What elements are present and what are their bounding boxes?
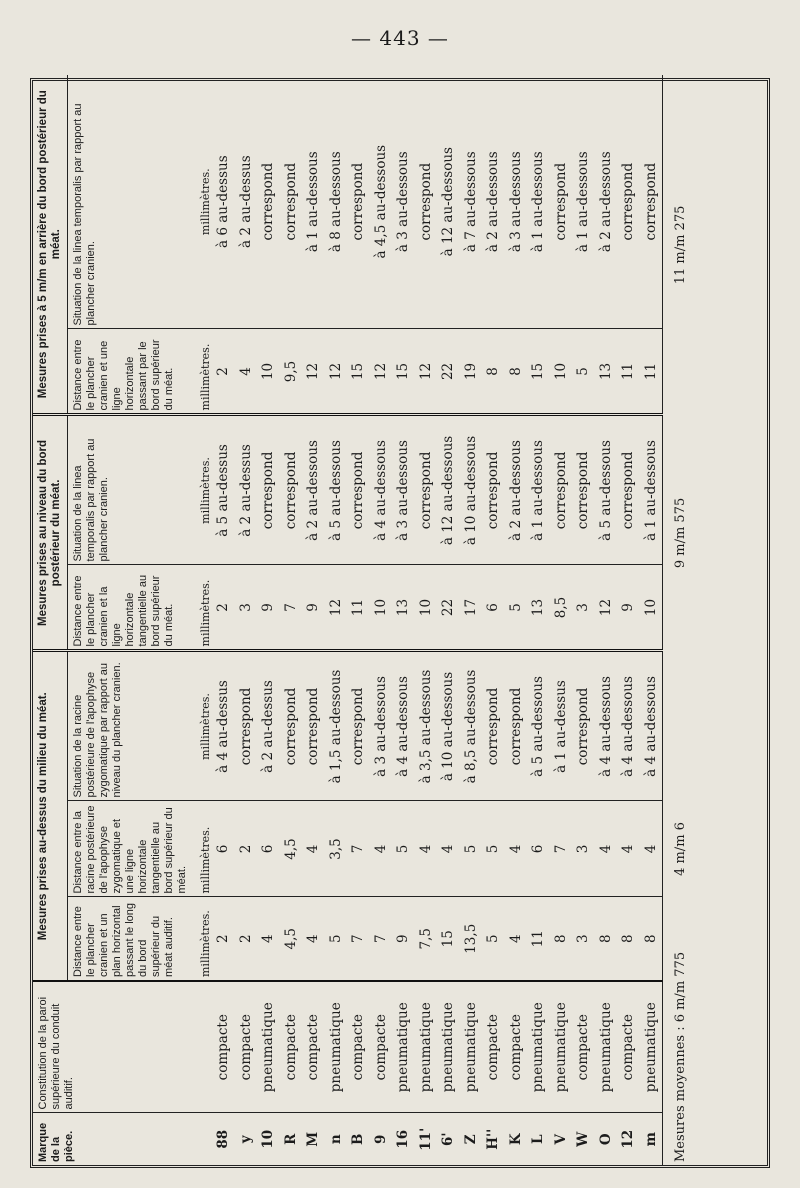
cell-constitution: compacte bbox=[302, 981, 325, 1113]
cell-marque: 9 bbox=[372, 1134, 389, 1144]
cell-milieu-distance-plancher: 8 bbox=[617, 897, 640, 981]
cell-arriere-distance: 8 bbox=[482, 329, 505, 415]
cell-milieu-distance-racine: 4,5 bbox=[280, 801, 303, 897]
cell-arriere-distance: 19 bbox=[460, 329, 483, 415]
table-row bbox=[437, 75, 460, 1165]
unit-label: millimètres. bbox=[193, 75, 212, 329]
cell-arriere-situation: correspond bbox=[257, 75, 280, 329]
cell-niveau-distance: 6 bbox=[482, 565, 505, 651]
cell-milieu-distance-racine: 7 bbox=[550, 801, 573, 897]
cell-milieu-situation: à 1 au-dessus bbox=[550, 651, 573, 801]
cell-niveau-distance: 13 bbox=[392, 565, 415, 651]
cell-arriere-situation: correspond bbox=[415, 75, 438, 329]
cell-arriere-situation: à 1 au-dessous bbox=[527, 75, 550, 329]
cell-niveau-distance: 9 bbox=[302, 565, 325, 651]
cell-constitution: compacte bbox=[212, 981, 235, 1113]
cell-arriere-situation: correspond bbox=[640, 75, 663, 329]
cell-milieu-distance-plancher: 7,5 bbox=[415, 897, 438, 981]
cell-arriere-distance: 12 bbox=[415, 329, 438, 415]
table-row bbox=[257, 75, 280, 1165]
cell-niveau-distance: 10 bbox=[370, 565, 393, 651]
table-row bbox=[235, 75, 258, 1165]
cell-milieu-distance-racine: 4 bbox=[617, 801, 640, 897]
cell-milieu-distance-racine: 7 bbox=[347, 801, 370, 897]
cell-niveau-distance: 7 bbox=[280, 565, 303, 651]
cell-niveau-situation: correspond bbox=[347, 415, 370, 565]
cell-milieu-distance-racine: 5 bbox=[482, 801, 505, 897]
group-arriere: Mesures prises à 5 m/m en arrière du bord postérieur du méat. bbox=[33, 75, 68, 415]
cell-niveau-distance: 17 bbox=[460, 565, 483, 651]
cell-milieu-situation: à 2 au-dessus bbox=[257, 651, 280, 801]
cell-arriere-situation: correspond bbox=[550, 75, 573, 329]
cell-arriere-distance: 12 bbox=[370, 329, 393, 415]
cell-arriere-situation: à 12 au-dessous bbox=[437, 75, 460, 329]
cell-milieu-situation: à 4 au-dessous bbox=[640, 651, 663, 801]
cell-marque: W bbox=[575, 1131, 591, 1147]
cell-marque: V bbox=[552, 1134, 569, 1145]
moyennes-m2: 4 m/m 6 bbox=[663, 801, 689, 897]
cell-constitution: compacte bbox=[347, 981, 370, 1113]
cell-milieu-distance-racine: 5 bbox=[460, 801, 483, 897]
unit-label: millimètres. bbox=[193, 565, 212, 651]
cell-marque: 16 bbox=[395, 1129, 411, 1149]
cell-constitution: pneumatique bbox=[550, 981, 573, 1113]
cell-niveau-distance: 8,5 bbox=[550, 565, 573, 651]
cell-milieu-distance-plancher: 3 bbox=[572, 897, 595, 981]
cell-niveau-distance: 9 bbox=[257, 565, 280, 651]
cell-arriere-distance: 9,5 bbox=[280, 329, 303, 415]
cell-arriere-distance: 15 bbox=[347, 329, 370, 415]
cell-arriere-distance: 10 bbox=[550, 329, 573, 415]
cell-constitution: compacte bbox=[482, 981, 505, 1113]
cell-arriere-distance: 4 bbox=[235, 329, 258, 415]
cell-milieu-distance-racine: 4 bbox=[302, 801, 325, 897]
cell-niveau-situation: à 2 au-dessus bbox=[235, 415, 258, 565]
cell-milieu-situation: à 4 au-dessus bbox=[212, 651, 235, 801]
cell-arriere-distance: 11 bbox=[640, 329, 663, 415]
cell-niveau-situation: correspond bbox=[482, 415, 505, 565]
cell-niveau-distance: 5 bbox=[505, 565, 528, 651]
cell-milieu-distance-plancher: 4 bbox=[257, 897, 280, 981]
cell-constitution: pneumatique bbox=[527, 981, 550, 1113]
table-row bbox=[482, 75, 505, 1165]
cell-niveau-distance: 22 bbox=[437, 565, 460, 651]
cell-constitution: compacte bbox=[572, 981, 595, 1113]
cell-niveau-situation: à 2 au-dessous bbox=[302, 415, 325, 565]
cell-milieu-situation: correspond bbox=[347, 651, 370, 801]
cell-arriere-situation: correspond bbox=[347, 75, 370, 329]
cell-constitution: compacte bbox=[235, 981, 258, 1113]
header-n-sit: Situation de la linea temporalis par rapport au plancher cranien. bbox=[68, 415, 194, 565]
cell-constitution: pneumatique bbox=[437, 981, 460, 1113]
header-marque: Marque de la pièce. bbox=[37, 1122, 75, 1162]
cell-constitution: pneumatique bbox=[640, 981, 663, 1113]
cell-milieu-situation: correspond bbox=[302, 651, 325, 801]
moyennes-label: Mesures moyennes : 6 m/m 775 bbox=[663, 897, 689, 1165]
cell-arriere-situation: à 2 au-dessous bbox=[482, 75, 505, 329]
cell-milieu-distance-plancher: 8 bbox=[595, 897, 618, 981]
table-row bbox=[302, 75, 325, 1165]
group-niveau: Mesures prises au niveau du bord postérieur du méat. bbox=[33, 415, 68, 651]
cell-arriere-situation: à 2 au-dessous bbox=[595, 75, 618, 329]
cell-niveau-situation: correspond bbox=[280, 415, 303, 565]
cell-milieu-distance-racine: 4 bbox=[437, 801, 460, 897]
cell-milieu-distance-racine: 6 bbox=[212, 801, 235, 897]
cell-milieu-distance-racine: 4 bbox=[370, 801, 393, 897]
cell-marque: y bbox=[237, 1135, 254, 1144]
cell-arriere-situation: à 1 au-dessous bbox=[572, 75, 595, 329]
cell-niveau-distance: 10 bbox=[640, 565, 663, 651]
unit-label: millimètres. bbox=[193, 897, 212, 981]
cell-milieu-situation: correspond bbox=[572, 651, 595, 801]
cell-milieu-distance-racine: 2 bbox=[235, 801, 258, 897]
cell-marque: O bbox=[597, 1133, 614, 1146]
cell-milieu-situation: à 8,5 au-dessous bbox=[460, 651, 483, 801]
table-row bbox=[370, 75, 393, 1165]
cell-milieu-distance-plancher: 8 bbox=[550, 897, 573, 981]
cell-niveau-situation: à 5 au-dessus bbox=[212, 415, 235, 565]
cell-marque: R bbox=[282, 1133, 299, 1145]
cell-constitution: pneumatique bbox=[325, 981, 348, 1113]
header-a-dist: Distance entre le plancher cranien et une ligne horizontale passant par le bord supérieur du méat. bbox=[68, 329, 194, 415]
table-row bbox=[280, 75, 303, 1165]
cell-niveau-situation: correspond bbox=[257, 415, 280, 565]
table-row bbox=[325, 75, 348, 1165]
cell-arriere-distance: 15 bbox=[527, 329, 550, 415]
cell-niveau-situation: à 3 au-dessous bbox=[392, 415, 415, 565]
cell-milieu-distance-plancher: 4,5 bbox=[280, 897, 303, 981]
cell-marque: 10 bbox=[260, 1129, 276, 1149]
cell-constitution: pneumatique bbox=[595, 981, 618, 1113]
cell-milieu-situation: correspond bbox=[235, 651, 258, 801]
cell-niveau-situation: à 4 au-dessous bbox=[370, 415, 393, 565]
table-row bbox=[617, 75, 640, 1165]
moyennes-a1: 11 m/m 275 bbox=[663, 75, 689, 415]
cell-milieu-distance-plancher: 4 bbox=[505, 897, 528, 981]
cell-arriere-situation: à 3 au-dessous bbox=[505, 75, 528, 329]
cell-constitution: compacte bbox=[280, 981, 303, 1113]
cell-milieu-distance-racine: 5 bbox=[392, 801, 415, 897]
header-m-dist1: Distance entre le plancher cranien et un plan horizontal passant le long du bord supérieur du méat auditif. bbox=[68, 897, 194, 981]
header-n-dist: Distance entre le plancher cranien et la ligne horizontale tangentielle au bord supérieur du méat. bbox=[68, 565, 194, 651]
cell-constitution: compacte bbox=[617, 981, 640, 1113]
cell-niveau-distance: 3 bbox=[235, 565, 258, 651]
cell-constitution: pneumatique bbox=[257, 981, 280, 1113]
header-m-dist2: Distance entre la racine postérieure de l'apophyse zygomatique et une ligne horizontale tangentielle au bord supérieur du méat. bbox=[68, 801, 194, 897]
cell-arriere-distance: 2 bbox=[212, 329, 235, 415]
cell-arriere-situation: à 2 au-dessus bbox=[235, 75, 258, 329]
cell-milieu-situation: à 3,5 au-dessous bbox=[415, 651, 438, 801]
group-milieu: Mesures prises au-dessus du milieu du méat. bbox=[33, 651, 68, 981]
cell-milieu-distance-plancher: 7 bbox=[370, 897, 393, 981]
cell-milieu-distance-racine: 6 bbox=[527, 801, 550, 897]
cell-arriere-situation: à 7 au-dessous bbox=[460, 75, 483, 329]
table-row bbox=[392, 75, 415, 1165]
cell-arriere-distance: 15 bbox=[392, 329, 415, 415]
unit-label: millimètres. bbox=[193, 801, 212, 897]
unit-label: millimètres. bbox=[193, 415, 212, 565]
cell-niveau-situation: à 10 au-dessous bbox=[460, 415, 483, 565]
cell-milieu-distance-plancher: 9 bbox=[392, 897, 415, 981]
cell-arriere-situation: à 1 au-dessous bbox=[302, 75, 325, 329]
cell-arriere-situation: correspond bbox=[280, 75, 303, 329]
cell-marque: L bbox=[530, 1134, 546, 1144]
cell-niveau-situation: à 1 au-dessous bbox=[527, 415, 550, 565]
table-row bbox=[572, 75, 595, 1165]
unit-label: millimètres. bbox=[193, 329, 212, 415]
cell-arriere-situation: à 8 au-dessous bbox=[325, 75, 348, 329]
cell-arriere-distance: 13 bbox=[595, 329, 618, 415]
cell-marque: H'' bbox=[485, 1128, 501, 1150]
cell-marque: n bbox=[327, 1134, 344, 1145]
cell-milieu-situation: correspond bbox=[280, 651, 303, 801]
cell-arriere-distance: 22 bbox=[437, 329, 460, 415]
cell-milieu-distance-plancher: 2 bbox=[235, 897, 258, 981]
cell-milieu-distance-plancher: 15 bbox=[437, 897, 460, 981]
cell-niveau-situation: à 1 au-dessous bbox=[640, 415, 663, 565]
cell-constitution: pneumatique bbox=[460, 981, 483, 1113]
cell-niveau-distance: 10 bbox=[415, 565, 438, 651]
cell-arriere-distance: 10 bbox=[257, 329, 280, 415]
cell-marque: K bbox=[507, 1133, 524, 1146]
cell-niveau-distance: 3 bbox=[572, 565, 595, 651]
cell-milieu-distance-plancher: 11 bbox=[527, 897, 550, 981]
table-row bbox=[460, 75, 483, 1165]
cell-marque: 6' bbox=[440, 1132, 456, 1147]
cell-niveau-distance: 12 bbox=[325, 565, 348, 651]
cell-arriere-distance: 12 bbox=[325, 329, 348, 415]
cell-milieu-distance-plancher: 2 bbox=[212, 897, 235, 981]
cell-arriere-distance: 8 bbox=[505, 329, 528, 415]
cell-milieu-situation: à 10 au-dessous bbox=[437, 651, 460, 801]
cell-marque: Z bbox=[462, 1134, 479, 1145]
cell-niveau-distance: 2 bbox=[212, 565, 235, 651]
unit-label: millimètres. bbox=[193, 651, 212, 801]
header-a-sit: Situation de la linea temporalis par rapport au plancher cranien. bbox=[68, 75, 194, 329]
cell-milieu-situation: correspond bbox=[482, 651, 505, 801]
cell-marque: m bbox=[642, 1132, 659, 1147]
cell-niveau-situation: correspond bbox=[550, 415, 573, 565]
cell-milieu-distance-racine: 6 bbox=[257, 801, 280, 897]
cell-marque: M bbox=[305, 1131, 321, 1147]
cell-constitution: pneumatique bbox=[415, 981, 438, 1113]
cell-milieu-distance-plancher: 13,5 bbox=[460, 897, 483, 981]
cell-niveau-situation: à 2 au-dessous bbox=[505, 415, 528, 565]
table-row bbox=[505, 75, 528, 1165]
cell-constitution: compacte bbox=[505, 981, 528, 1113]
table-row bbox=[595, 75, 618, 1165]
cell-milieu-distance-racine: 4 bbox=[595, 801, 618, 897]
cell-arriere-situation: à 6 au-dessus bbox=[212, 75, 235, 329]
measurements-table bbox=[33, 75, 688, 1165]
cell-milieu-distance-racine: 4 bbox=[640, 801, 663, 897]
cell-milieu-situation: à 4 au-dessous bbox=[617, 651, 640, 801]
cell-niveau-situation: correspond bbox=[415, 415, 438, 565]
cell-marque: 88 bbox=[215, 1129, 231, 1149]
header-m-sit: Situation de la racine postérieure de l'apophyse zygomatique par rapport au niveau du plancher cranien. bbox=[68, 651, 194, 801]
cell-milieu-distance-plancher: 4 bbox=[302, 897, 325, 981]
cell-milieu-distance-plancher: 5 bbox=[482, 897, 505, 981]
cell-milieu-distance-racine: 3 bbox=[572, 801, 595, 897]
cell-milieu-situation: à 4 au-dessous bbox=[595, 651, 618, 801]
cell-milieu-distance-racine: 4 bbox=[415, 801, 438, 897]
header-constitution: Constitution de la paroi supérieure du conduit auditif. bbox=[33, 981, 193, 1113]
cell-niveau-distance: 12 bbox=[595, 565, 618, 651]
page-number: — 443 — bbox=[351, 26, 449, 50]
cell-milieu-situation: à 3 au-dessous bbox=[370, 651, 393, 801]
table-frame bbox=[30, 78, 770, 1168]
table-row bbox=[527, 75, 550, 1165]
cell-milieu-situation: à 1,5 au-dessous bbox=[325, 651, 348, 801]
cell-arriere-situation: à 3 au-dessous bbox=[392, 75, 415, 329]
cell-arriere-distance: 12 bbox=[302, 329, 325, 415]
cell-constitution: pneumatique bbox=[392, 981, 415, 1113]
cell-milieu-distance-racine: 3,5 bbox=[325, 801, 348, 897]
cell-milieu-situation: à 5 au-dessous bbox=[527, 651, 550, 801]
moyennes-n1: 9 m/m 575 bbox=[663, 415, 689, 651]
cell-milieu-situation: à 4 au-dessous bbox=[392, 651, 415, 801]
cell-arriere-distance: 5 bbox=[572, 329, 595, 415]
table-row bbox=[212, 75, 235, 1165]
table-row bbox=[550, 75, 573, 1165]
cell-marque: 11' bbox=[417, 1127, 434, 1151]
table-row bbox=[347, 75, 370, 1165]
cell-milieu-distance-plancher: 8 bbox=[640, 897, 663, 981]
cell-marque: B bbox=[350, 1133, 366, 1145]
cell-niveau-distance: 11 bbox=[347, 565, 370, 651]
cell-marque: 12 bbox=[620, 1129, 636, 1149]
cell-niveau-situation: à 5 au-dessous bbox=[325, 415, 348, 565]
cell-arriere-situation: correspond bbox=[617, 75, 640, 329]
cell-constitution: compacte bbox=[370, 981, 393, 1113]
cell-niveau-situation: correspond bbox=[617, 415, 640, 565]
rotated-table-container bbox=[30, 78, 770, 1168]
cell-milieu-situation: correspond bbox=[505, 651, 528, 801]
cell-milieu-distance-racine: 4 bbox=[505, 801, 528, 897]
table-row bbox=[415, 75, 438, 1165]
table-row bbox=[640, 75, 663, 1165]
cell-niveau-situation: correspond bbox=[572, 415, 595, 565]
cell-niveau-distance: 9 bbox=[617, 565, 640, 651]
cell-niveau-situation: à 12 au-dessous bbox=[437, 415, 460, 565]
cell-niveau-situation: à 5 au-dessous bbox=[595, 415, 618, 565]
cell-milieu-distance-plancher: 5 bbox=[325, 897, 348, 981]
cell-arriere-distance: 11 bbox=[617, 329, 640, 415]
cell-niveau-distance: 13 bbox=[527, 565, 550, 651]
cell-milieu-distance-plancher: 7 bbox=[347, 897, 370, 981]
cell-arriere-situation: à 4,5 au-dessous bbox=[370, 75, 393, 329]
